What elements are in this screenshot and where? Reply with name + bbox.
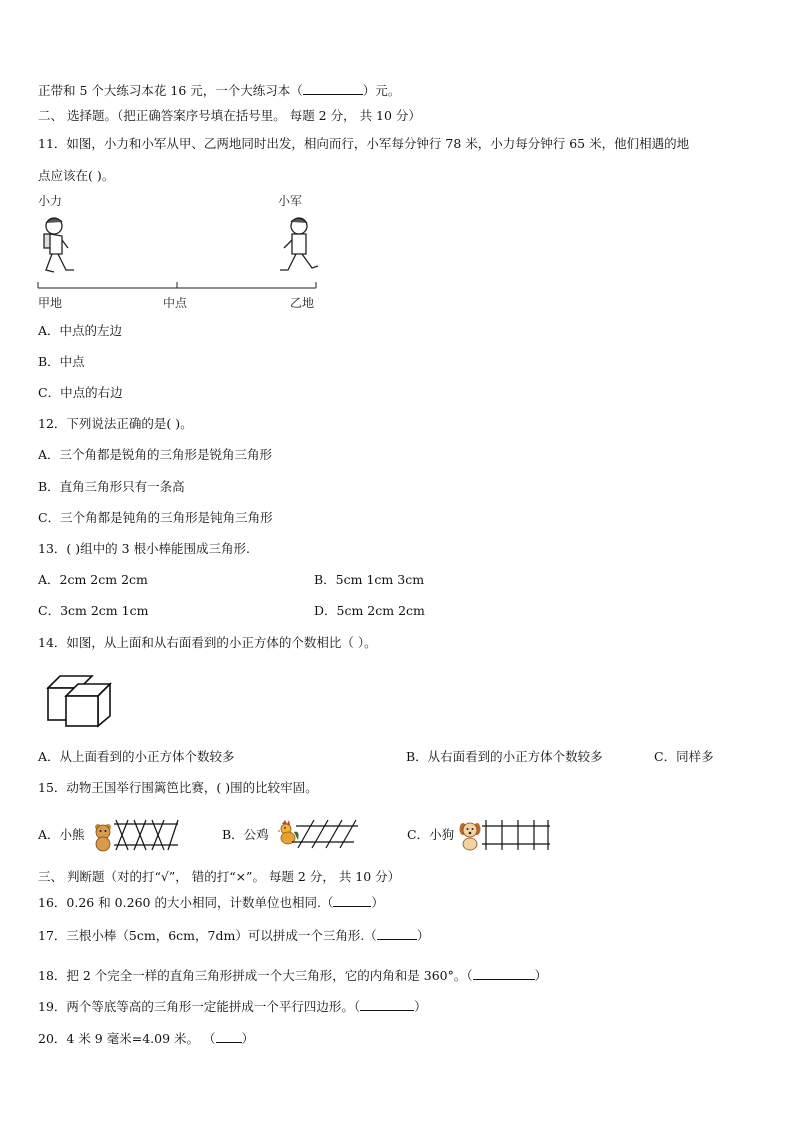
q14-cube-figure [44,670,116,728]
q20: 20．4 米 9 毫米=4.09 米。 （ ） [38,1031,255,1046]
q13-option-d[interactable]: D．5cm 2cm 2cm [314,603,425,618]
q13-option-a[interactable]: A．2cm 2cm 2cm [38,572,148,587]
q14-option-c[interactable]: C．同样多 [654,749,714,764]
rooster-icon [277,820,299,844]
q12-option-b[interactable]: B．直角三角形只有一条高 [38,479,185,494]
continued-question-line: 正带和 5 个大练习本花 16 元，一个大练习本（ ）元。 [38,83,401,98]
answer-blank[interactable] [216,1030,242,1043]
section-3-title: 三、 判断题（对的打“√”， 错的打“×”。 每题 2 分， 共 10 分） [38,869,401,884]
triangle-fence [114,820,178,850]
boy-left-icon [44,218,74,272]
q15-option-c[interactable]: C．小狗 [407,827,455,842]
q16: 16．0.26 和 0.260 的大小相同，计数单位也相同.（ ） [38,895,384,910]
answer-blank[interactable] [377,927,417,940]
q14-stem: 14．如图，从上面和从右面看到的小正方体的个数相比（ ）。 [38,635,377,650]
q12-stem: 12．下列说法正确的是( )。 [38,416,193,431]
q11-stem-line1: 11．如图，小力和小军从甲、乙两地同时出发，相向而行，小军每分钟行 78 米，小力每分钟行 65 米，他们相遇的地 [38,136,690,151]
q15-option-b[interactable]: B．公鸡 [222,827,269,842]
q12-option-a[interactable]: A．三个角都是锐角的三角形是锐角三角形 [38,447,273,462]
q13-stem: 13．( )组中的 3 根小棒能围成三角形. [38,541,251,556]
q15-dog-fence-figure [458,818,552,852]
answer-blank[interactable] [303,82,363,95]
label-jiadi: 甲地 [38,296,63,310]
q11-option-c[interactable]: C．中点的右边 [38,385,123,400]
q14-option-b[interactable]: B．从右面看到的小正方体个数较多 [406,749,603,764]
q15-bear-fence-figure [90,818,182,852]
label-midpoint: 中点 [163,296,188,310]
q15-option-a[interactable]: A．小熊 [38,827,85,842]
section-2-title: 二、 选择题。（把正确答案序号填在括号里。 每题 2 分， 共 10 分） [38,108,421,123]
square-fence [482,820,550,850]
q13-option-b[interactable]: B．5cm 1cm 3cm [314,572,425,587]
q19: 19．两个等底等高的三角形一定能拼成一个平行四边形。（ ） [38,999,427,1014]
q18: 18．把 2 个完全一样的直角三角形拼成一个大三角形，它的内角和是 360°。（ ） [38,968,548,983]
answer-blank[interactable] [473,967,535,980]
boy-right-icon [280,218,318,270]
answer-blank[interactable] [360,998,414,1011]
parallelogram-fence [292,820,358,848]
answer-blank[interactable] [333,894,371,907]
bear-icon [95,824,111,851]
q11-figure [34,190,334,314]
q13-option-c[interactable]: C．3cm 2cm 1cm [38,603,149,618]
q12-option-c[interactable]: C．三个角都是钝角的三角形是钝角三角形 [38,510,273,525]
label-xiaojun: 小军 [278,194,303,208]
label-yidi: 乙地 [290,296,315,310]
dog-icon [460,823,481,850]
q11-stem-line2: 点应该在( )。 [38,168,115,183]
q15-rooster-fence-figure [276,818,360,850]
q15-stem: 15．动物王国举行围篱笆比赛，( )围的比较牢固。 [38,780,318,795]
q11-option-a[interactable]: A．中点的左边 [38,323,123,338]
label-xiaoli: 小力 [38,194,63,208]
q17: 17．三根小棒（5cm，6cm，7dm）可以拼成一个三角形.（ ） [38,928,430,943]
q14-option-a[interactable]: A．从上面看到的小正方体个数较多 [38,749,235,764]
q11-option-b[interactable]: B．中点 [38,354,85,369]
